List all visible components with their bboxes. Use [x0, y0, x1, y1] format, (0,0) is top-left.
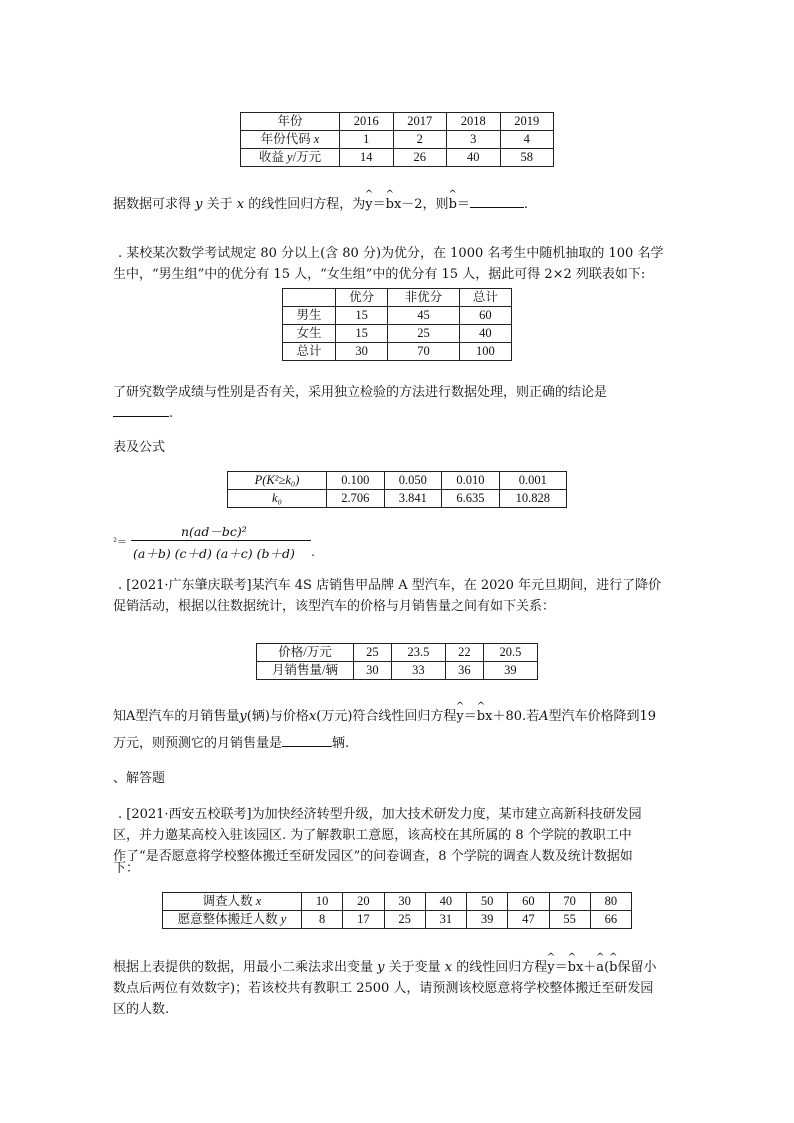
table-row	[283, 307, 512, 325]
y-hat: ^ y	[365, 194, 372, 215]
var-x: x	[444, 960, 453, 975]
table-cell: 45	[388, 307, 459, 325]
table-cell: 14	[340, 149, 394, 167]
table-cell: 25	[388, 325, 459, 343]
var-x: x	[308, 709, 317, 724]
table-cell: 40	[425, 893, 466, 911]
table-row	[257, 662, 538, 680]
table-cell: 58	[500, 149, 554, 167]
question-4-line-5	[113, 957, 656, 978]
table-cell: 年份	[241, 113, 340, 131]
table-cell: 25	[384, 911, 425, 929]
survey-table	[162, 892, 632, 929]
question-2-line-2: 生中，“男生组”中的优分有 15 人，“女生组”中的优分有 15 人，据此可得 2×2 列联表如下:	[113, 267, 646, 282]
table-cell: 优分	[336, 289, 388, 307]
b-hat: ^ b	[568, 957, 576, 978]
table-cell: 100	[459, 343, 511, 361]
table-cell: 39	[467, 911, 508, 929]
table-cell: 2.706	[327, 490, 385, 508]
question-4-line-3: 作了“是否愿意将学校整体搬迁至研发园区”的问卷调查，8 个学院的调查人数及统计数据如	[113, 849, 633, 864]
q3-text: 知A型汽车的月销售量	[113, 709, 240, 724]
var-y: y	[280, 912, 287, 926]
table-cell: 50	[467, 893, 508, 911]
table-cell: 30	[354, 662, 392, 680]
question-3-line-3	[113, 706, 656, 727]
table-cell: 39	[483, 662, 537, 680]
q1-text: ＝	[456, 197, 470, 212]
answer-blank[interactable]	[282, 734, 332, 747]
table-cell	[241, 131, 340, 149]
table-cell: 10.828	[499, 490, 566, 508]
table-cell: 60	[459, 307, 511, 325]
price-sales-table	[256, 643, 538, 680]
chi-square-formula	[113, 522, 313, 564]
formula-tail: .	[311, 544, 315, 559]
table-cell	[163, 911, 302, 929]
b-hat: ^ b	[477, 706, 485, 727]
table-cell: 20	[343, 893, 384, 911]
table-row	[241, 113, 554, 131]
table-cell: 0.010	[442, 472, 500, 490]
q1-text: 的线性回归方程，为	[244, 197, 366, 212]
var-x: x	[236, 197, 245, 212]
var-x: x	[255, 894, 262, 908]
formula-denominator: (a＋b) (c＋d) (a＋c) (b＋d)	[133, 546, 295, 561]
table-cell: 31	[425, 911, 466, 929]
table-cell: 2018	[447, 113, 501, 131]
q4-text: 保留小	[617, 960, 657, 975]
question-2-line-1: . 某校某次数学考试规定 80 分以上(含 80 分)为优分，在 1000 名考生中随机抽取的 100 名学	[118, 246, 664, 261]
table-row	[283, 343, 512, 361]
y-hat: ^ y	[547, 957, 554, 978]
table-cell: 26	[393, 149, 447, 167]
table-row	[283, 325, 512, 343]
table-cell: 66	[590, 911, 631, 929]
q4-text: (	[604, 960, 610, 975]
table-cell: 30	[384, 893, 425, 911]
question-1	[113, 194, 528, 215]
table-cell: 月销售量/辆	[257, 662, 354, 680]
table-cell: 3.841	[384, 490, 442, 508]
equals: ＝	[463, 709, 477, 724]
table-cell: 女生	[283, 325, 336, 343]
b-hat: ^ b	[609, 957, 617, 978]
table-cell: 25	[354, 644, 392, 662]
table-row	[163, 893, 632, 911]
table-cell: 23.5	[391, 644, 445, 662]
var-y: y	[287, 150, 293, 164]
q4-text: x＋	[575, 960, 597, 975]
question-3-line-2: 促销活动，根据以往数据统计，该型汽车的价格与月销售量之间有如下关系：	[113, 599, 556, 614]
table-cell: 6.635	[442, 490, 500, 508]
table-cell: 0.001	[499, 472, 566, 490]
table-cell: 2016	[340, 113, 394, 131]
table-cell: 2	[393, 131, 447, 149]
q4-text: 关于变量	[384, 960, 445, 975]
table-cell: 4	[500, 131, 554, 149]
table-row	[228, 490, 567, 508]
b-hat: ^ b	[449, 194, 457, 215]
table-cell: 8	[302, 911, 343, 929]
table-cell: P(K²≥k₀)	[228, 472, 327, 490]
q1-end: .	[523, 197, 529, 212]
table-cell: k₀	[228, 490, 327, 508]
table-cell	[283, 289, 336, 307]
table-cell: 0.100	[327, 472, 385, 490]
table-cell: 2019	[500, 113, 554, 131]
var-x: x	[313, 132, 320, 146]
table-cell: 2017	[393, 113, 447, 131]
table-cell: 17	[343, 911, 384, 929]
table-cell: 男生	[283, 307, 336, 325]
table-cell: 60	[508, 893, 549, 911]
q2-end: .	[169, 406, 174, 421]
equals: ＝	[554, 960, 568, 975]
table-row	[257, 644, 538, 662]
question-4-line-1: . [2021·西安五校联考]为加快经济转型升级，加大技术研发力度，某市建立高新科技研发园	[118, 807, 642, 822]
table-row	[228, 472, 567, 490]
table-cell: 总计	[283, 343, 336, 361]
table-cell: 0.050	[384, 472, 442, 490]
question-2-line-4	[113, 403, 173, 424]
y-hat: ^ y	[456, 706, 463, 727]
q3-text: x＋80.若	[485, 709, 540, 724]
formula-heading: 表及公式	[113, 440, 166, 455]
section-title: 、解答题	[113, 771, 166, 786]
table-cell: 20.5	[483, 644, 537, 662]
q3-text: (万元)符合线性回归方程	[316, 709, 457, 724]
answer-blank[interactable]	[113, 404, 169, 417]
equals: ＝	[372, 197, 386, 212]
question-4-line-7: 区的人数.	[113, 1002, 170, 1017]
table-cell: 55	[549, 911, 590, 929]
table-cell: 价格/万元	[257, 644, 354, 662]
var-a: A	[539, 709, 549, 724]
question-4-line-2: 区，并力邀某高校入驻该园区. 为了解教职工意愿，该高校在其所属的 8 个学院的教职工中	[113, 828, 632, 843]
table-cell: 70	[549, 893, 590, 911]
a-hat: ^ a	[596, 957, 604, 978]
row-label: 收益	[258, 150, 288, 164]
table-cell: 1	[340, 131, 394, 149]
formula-numerator: n(ad－bc)²	[181, 524, 247, 539]
b-hat: ^ b	[386, 194, 394, 215]
table-row	[163, 911, 632, 929]
table-cell: 30	[336, 343, 388, 361]
var-y: y	[377, 960, 385, 975]
table-cell: 80	[590, 893, 631, 911]
table-row	[241, 131, 554, 149]
q3-text: (辆)与价格	[246, 709, 309, 724]
table-row	[241, 149, 554, 167]
q3-text: 型汽车价格降到19	[548, 709, 657, 724]
q1-text: 据数据可求得	[113, 197, 196, 212]
var-y: y	[195, 197, 203, 212]
table-cell: 总计	[459, 289, 511, 307]
table-cell: 40	[459, 325, 511, 343]
row-label-unit: /万元	[292, 150, 322, 164]
critical-value-table	[227, 471, 567, 508]
table-cell: 22	[445, 644, 483, 662]
q1-text: 关于	[202, 197, 237, 212]
q3-text: 万元，则预测它的月销售量是	[113, 736, 283, 751]
table-cell: 36	[445, 662, 483, 680]
fraction-bar	[131, 540, 311, 541]
table-cell: 15	[336, 325, 388, 343]
question-2-line-3: 了研究数学成绩与性别是否有关，采用独立检验的方法进行数据处理，则正确的结论是	[113, 385, 608, 400]
question-3-line-1: . [2021·广东肇庆联考]某汽车 4S 店销售甲品牌 A 型汽车，在 2020 年元旦期间，进行了降价	[118, 578, 662, 593]
contingency-table	[282, 288, 512, 361]
table-cell: 40	[447, 149, 501, 167]
table-cell: 10	[302, 893, 343, 911]
table-cell: 47	[508, 911, 549, 929]
q1-text: x－2，则	[393, 197, 449, 212]
table-cell	[241, 149, 340, 167]
table-cell: 3	[447, 131, 501, 149]
row-label: 年份代码	[260, 132, 314, 146]
row-label: 愿意整体搬迁人数	[177, 912, 281, 926]
question-4-line-4: 下：	[113, 861, 140, 876]
table-cell: 33	[391, 662, 445, 680]
table-cell	[163, 893, 302, 911]
q4-text: 的线性回归方程	[452, 960, 548, 975]
q4-text: 根据上表提供的数据，用最小二乘法求出变量	[113, 960, 378, 975]
revenue-table	[240, 112, 554, 167]
table-cell: 15	[336, 307, 388, 325]
table-row	[283, 289, 512, 307]
answer-blank[interactable]	[470, 195, 524, 208]
table-cell: 非优分	[388, 289, 459, 307]
row-label: 调查人数	[202, 894, 256, 908]
formula-lhs: ²＝	[113, 537, 128, 548]
table-cell: 70	[388, 343, 459, 361]
q3-text: 辆.	[332, 736, 350, 751]
question-4-line-6: 数点后两位有效数字)；若该校共有教职工 2500 人，请预测该校愿意将学校整体搬迁至研发园	[113, 981, 654, 996]
question-3-line-4	[113, 733, 349, 754]
var-y: y	[239, 709, 247, 724]
